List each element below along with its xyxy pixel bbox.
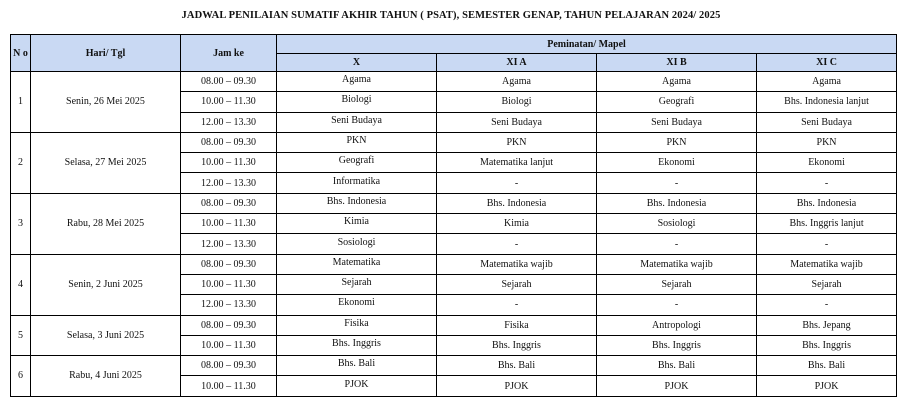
day-number: 1 [11,72,31,133]
mapel-xic: Bhs. Indonesia [757,193,897,213]
mapel-x [277,254,437,274]
mapel-x-label: Bhs. Bali [337,358,376,370]
time-slot: 10.00 – 11.30 [181,376,277,396]
mapel-xib: Matematika wajib [597,254,757,274]
mapel-xib: - [597,173,757,193]
mapel-x [277,214,437,234]
mapel-x [277,112,437,132]
mapel-xia: - [437,295,597,315]
day-date: Rabu, 28 Mei 2025 [31,193,181,254]
mapel-xia: - [437,173,597,193]
mapel-xia: Kimia [437,214,597,234]
time-slot: 08.00 – 09.30 [181,72,277,92]
schedule-table [10,34,897,397]
mapel-xic: Ekonomi [757,153,897,173]
mapel-x-label: PKN [346,135,367,147]
header-peminatan: Peminatan/ Mapel [277,35,897,54]
table-row [11,132,897,152]
mapel-x [277,356,437,376]
table-header [11,35,897,72]
time-slot: 08.00 – 09.30 [181,356,277,376]
mapel-xic: Bhs. Inggris lanjut [757,214,897,234]
mapel-x-label: Biologi [341,94,372,106]
mapel-x-label: Sosiologi [337,236,376,248]
time-slot: 12.00 – 13.30 [181,112,277,132]
header-xic: XI C [757,54,897,72]
day-date: Rabu, 4 Juni 2025 [31,356,181,397]
document-title: JADWAL PENILAIAN SUMATIF AKHIR TAHUN ( PSAT), SEMESTER GENAP, TAHUN PELAJARAN 2024/ 2025 [181,10,721,21]
mapel-xic: Matematika wajib [757,254,897,274]
table-row [11,315,897,335]
mapel-xic: PKN [757,132,897,152]
mapel-x-label: Fisika [344,317,369,329]
header-xia: XI A [437,54,597,72]
mapel-xia: Fisika [437,315,597,335]
mapel-xia: Bhs. Inggris [437,335,597,355]
mapel-xia: Bhs. Bali [437,356,597,376]
mapel-xic: PJOK [757,376,897,396]
table-body [11,72,897,397]
mapel-xia: - [437,234,597,254]
mapel-x [277,295,437,315]
time-slot: 08.00 – 09.30 [181,193,277,213]
mapel-xic: Sejarah [757,274,897,294]
time-slot: 10.00 – 11.30 [181,274,277,294]
time-slot: 10.00 – 11.30 [181,214,277,234]
mapel-xib: PJOK [597,376,757,396]
mapel-xic: - [757,295,897,315]
mapel-xic: Bhs. Bali [757,356,897,376]
mapel-x [277,234,437,254]
time-slot: 12.00 – 13.30 [181,295,277,315]
mapel-x-label: Ekonomi [338,297,375,309]
mapel-xib: Agama [597,72,757,92]
mapel-xib: - [597,295,757,315]
mapel-xia: PJOK [437,376,597,396]
header-x: X [277,54,437,72]
time-slot: 08.00 – 09.30 [181,315,277,335]
mapel-xia: Biologi [437,92,597,112]
mapel-x [277,173,437,193]
mapel-x-label: Bhs. Indonesia [326,195,387,207]
time-slot: 10.00 – 11.30 [181,335,277,355]
day-number: 6 [11,356,31,397]
mapel-xic: Agama [757,72,897,92]
day-date: Senin, 26 Mei 2025 [31,72,181,133]
mapel-xia: Matematika wajib [437,254,597,274]
mapel-xic: Bhs. Jepang [757,315,897,335]
mapel-x-label: Geografi [338,155,375,167]
time-slot: 08.00 – 09.30 [181,132,277,152]
time-slot: 12.00 – 13.30 [181,234,277,254]
mapel-x-label: Bhs. Inggris [332,338,381,349]
mapel-x [277,315,437,335]
mapel-x [277,92,437,112]
mapel-x [277,274,437,294]
mapel-xia: Matematika lanjut [437,153,597,173]
mapel-x-label: Sejarah [341,277,372,289]
mapel-x-label: Agama [342,74,371,86]
mapel-x [277,153,437,173]
mapel-xic: Seni Budaya [757,112,897,132]
mapel-x-label: Informatika [332,175,381,187]
mapel-xib: Sosiologi [597,214,757,234]
mapel-xia: Agama [437,72,597,92]
day-date: Senin, 2 Juni 2025 [31,254,181,315]
mapel-xic: - [757,234,897,254]
header-xib: XI B [597,54,757,72]
table-row [11,356,897,376]
mapel-xia: PKN [437,132,597,152]
mapel-xia: Bhs. Indonesia [437,193,597,213]
time-slot: 10.00 – 11.30 [181,92,277,112]
day-number: 3 [11,193,31,254]
time-slot: 10.00 – 11.30 [181,153,277,173]
mapel-xib: Bhs. Indonesia [597,193,757,213]
mapel-xib: Bhs. Inggris [597,335,757,355]
day-number: 4 [11,254,31,315]
mapel-xic: - [757,173,897,193]
mapel-xib: Geografi [597,92,757,112]
mapel-xib: - [597,234,757,254]
mapel-xic: Bhs. Indonesia lanjut [757,92,897,112]
time-slot: 08.00 – 09.30 [181,254,277,274]
mapel-x-label: PJOK [344,378,369,390]
day-date: Selasa, 3 Juni 2025 [31,315,181,356]
mapel-x-label: Matematika [332,256,381,268]
mapel-xib: Seni Budaya [597,112,757,132]
mapel-x-label: Kimia [344,216,369,228]
mapel-x [277,193,437,213]
mapel-x [277,335,437,355]
mapel-x [277,376,437,396]
mapel-xia: Seni Budaya [437,112,597,132]
time-slot: 12.00 – 13.30 [181,173,277,193]
mapel-x-label: Seni Budaya [331,114,382,126]
table-row [11,254,897,274]
table-row [11,72,897,92]
mapel-xib: Sejarah [597,274,757,294]
header-hari: Hari/ Tgl [31,35,181,72]
day-number: 2 [11,132,31,193]
mapel-x [277,72,437,92]
mapel-xib: Ekonomi [597,153,757,173]
mapel-xib: Antropologi [597,315,757,335]
mapel-xib: Bhs. Bali [597,356,757,376]
mapel-x [277,132,437,152]
header-jam: Jam ke [181,35,277,72]
mapel-xic: Bhs. Inggris [757,335,897,355]
day-date: Selasa, 27 Mei 2025 [31,132,181,193]
table-row [11,193,897,213]
mapel-xia: Sejarah [437,274,597,294]
mapel-xib: PKN [597,132,757,152]
header-no: N o [11,35,31,72]
day-number: 5 [11,315,31,356]
